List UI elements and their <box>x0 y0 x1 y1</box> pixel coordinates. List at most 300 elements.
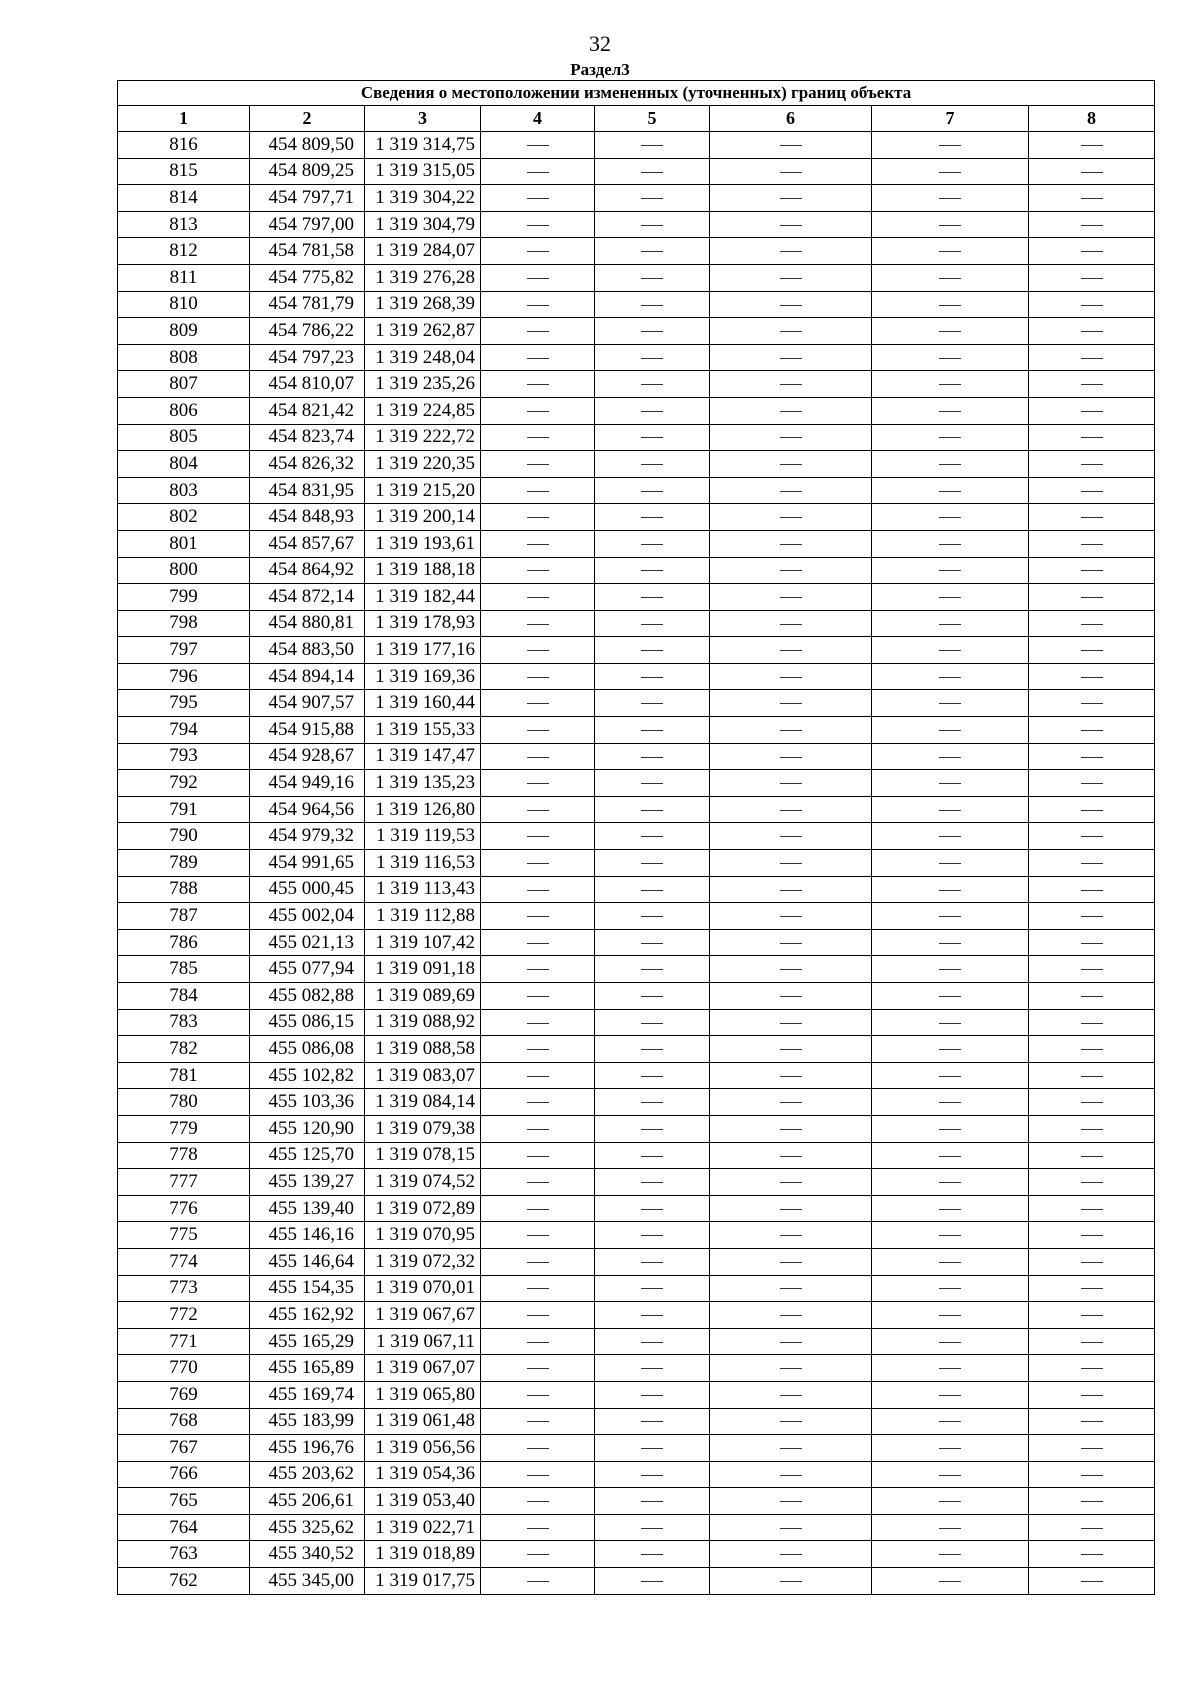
empty-cell <box>481 1541 595 1568</box>
point-number-cell: 799 <box>118 584 250 611</box>
dash-mark <box>1081 384 1103 385</box>
x-coordinate-cell: 455 345,00 <box>250 1568 365 1595</box>
table-row <box>118 1248 1155 1275</box>
point-number-cell: 803 <box>118 477 250 504</box>
empty-cell <box>1029 477 1155 504</box>
empty-cell <box>1029 637 1155 664</box>
dash-mark <box>1081 916 1103 917</box>
empty-cell <box>1029 132 1155 159</box>
empty-cell <box>872 1328 1029 1355</box>
dash-mark <box>939 996 961 997</box>
empty-cell <box>481 1009 595 1036</box>
dash-mark <box>939 437 961 438</box>
y-coordinate-cell: 1 319 284,07 <box>365 238 481 265</box>
dash-mark <box>939 1501 961 1502</box>
dash-mark <box>1081 1475 1103 1476</box>
dash-mark <box>527 650 549 651</box>
empty-cell <box>710 451 872 478</box>
table-row <box>118 1009 1155 1036</box>
dash-mark <box>780 996 802 997</box>
empty-cell <box>872 903 1029 930</box>
empty-cell <box>595 318 710 345</box>
dash-mark <box>1081 943 1103 944</box>
empty-cell <box>595 1488 710 1515</box>
dash-mark <box>780 305 802 306</box>
empty-cell <box>872 530 1029 557</box>
dash-mark <box>527 1023 549 1024</box>
y-coordinate-cell: 1 319 314,75 <box>365 132 481 159</box>
dash-mark <box>939 1581 961 1582</box>
y-coordinate-cell: 1 319 116,53 <box>365 850 481 877</box>
dash-mark <box>780 358 802 359</box>
empty-cell <box>595 1275 710 1302</box>
empty-cell <box>710 956 872 983</box>
dash-mark <box>527 198 549 199</box>
empty-cell <box>872 264 1029 291</box>
dash-mark <box>1081 1288 1103 1289</box>
dash-mark <box>641 810 663 811</box>
empty-cell <box>481 1408 595 1435</box>
empty-cell <box>481 1062 595 1089</box>
dash-mark <box>939 1421 961 1422</box>
dash-mark <box>641 650 663 651</box>
dash-mark <box>780 1288 802 1289</box>
empty-cell <box>481 690 595 717</box>
empty-cell <box>710 770 872 797</box>
empty-cell <box>481 956 595 983</box>
empty-cell <box>595 717 710 744</box>
empty-cell <box>710 132 872 159</box>
x-coordinate-cell: 455 169,74 <box>250 1381 365 1408</box>
dash-mark <box>780 969 802 970</box>
empty-cell <box>1029 1541 1155 1568</box>
page-number: 32 <box>589 31 611 56</box>
empty-cell <box>481 1568 595 1595</box>
y-coordinate-cell: 1 319 067,67 <box>365 1302 481 1329</box>
empty-cell <box>481 1488 595 1515</box>
dash-mark <box>939 384 961 385</box>
x-coordinate-cell: 454 775,82 <box>250 264 365 291</box>
empty-cell <box>1029 504 1155 531</box>
empty-cell <box>710 318 872 345</box>
y-coordinate-cell: 1 319 193,61 <box>365 530 481 557</box>
empty-cell <box>710 185 872 212</box>
empty-cell <box>872 1408 1029 1435</box>
dash-mark <box>641 996 663 997</box>
empty-cell <box>1029 956 1155 983</box>
y-coordinate-cell: 1 319 220,35 <box>365 451 481 478</box>
empty-cell <box>481 1169 595 1196</box>
y-coordinate-cell: 1 319 056,56 <box>365 1435 481 1462</box>
empty-cell <box>710 1062 872 1089</box>
empty-cell <box>1029 1381 1155 1408</box>
point-number-cell: 778 <box>118 1142 250 1169</box>
dash-mark <box>939 517 961 518</box>
dash-mark <box>1081 278 1103 279</box>
point-number-cell: 804 <box>118 451 250 478</box>
table-row <box>118 1381 1155 1408</box>
empty-cell <box>710 1381 872 1408</box>
x-coordinate-cell: 454 872,14 <box>250 584 365 611</box>
table-row <box>118 344 1155 371</box>
y-coordinate-cell: 1 319 017,75 <box>365 1568 481 1595</box>
empty-cell <box>1029 1248 1155 1275</box>
dash-mark <box>780 890 802 891</box>
empty-cell <box>481 1381 595 1408</box>
empty-cell <box>872 796 1029 823</box>
x-coordinate-cell: 454 857,67 <box>250 530 365 557</box>
dash-mark <box>939 597 961 598</box>
empty-cell <box>872 929 1029 956</box>
dash-mark <box>641 836 663 837</box>
y-coordinate-cell: 1 319 067,11 <box>365 1328 481 1355</box>
x-coordinate-cell: 454 786,22 <box>250 318 365 345</box>
column-header-8: 8 <box>1029 106 1155 132</box>
empty-cell <box>595 1248 710 1275</box>
empty-cell <box>595 504 710 531</box>
point-number-cell: 785 <box>118 956 250 983</box>
point-number-cell: 768 <box>118 1408 250 1435</box>
empty-cell <box>872 397 1029 424</box>
empty-cell <box>595 796 710 823</box>
dash-mark <box>1081 836 1103 837</box>
table-row <box>118 1036 1155 1063</box>
dash-mark <box>1081 1368 1103 1369</box>
empty-cell <box>481 717 595 744</box>
dash-mark <box>641 1023 663 1024</box>
empty-cell <box>710 1089 872 1116</box>
empty-cell <box>481 876 595 903</box>
table-row <box>118 1195 1155 1222</box>
dash-mark <box>780 703 802 704</box>
point-number-cell: 809 <box>118 318 250 345</box>
empty-cell <box>872 717 1029 744</box>
empty-cell <box>595 211 710 238</box>
dash-mark <box>1081 757 1103 758</box>
dash-mark <box>1081 996 1103 997</box>
dash-mark <box>780 544 802 545</box>
empty-cell <box>872 1568 1029 1595</box>
point-number-cell: 801 <box>118 530 250 557</box>
y-coordinate-cell: 1 319 088,58 <box>365 1036 481 1063</box>
empty-cell <box>481 823 595 850</box>
empty-cell <box>710 796 872 823</box>
dash-mark <box>641 145 663 146</box>
empty-cell <box>595 690 710 717</box>
empty-cell <box>481 850 595 877</box>
dash-mark <box>780 836 802 837</box>
empty-cell <box>595 823 710 850</box>
empty-cell <box>1029 1222 1155 1249</box>
point-number-cell: 769 <box>118 1381 250 1408</box>
empty-cell <box>710 1142 872 1169</box>
dash-mark <box>1081 1262 1103 1263</box>
y-coordinate-cell: 1 319 112,88 <box>365 903 481 930</box>
y-coordinate-cell: 1 319 155,33 <box>365 717 481 744</box>
boundary-coordinates-table <box>117 80 1155 1595</box>
empty-cell <box>1029 1355 1155 1382</box>
dash-mark <box>1081 650 1103 651</box>
table-row <box>118 1328 1155 1355</box>
dash-mark <box>527 1581 549 1582</box>
x-coordinate-cell: 455 325,62 <box>250 1514 365 1541</box>
y-coordinate-cell: 1 319 084,14 <box>365 1089 481 1116</box>
dash-mark <box>939 172 961 173</box>
empty-cell <box>481 504 595 531</box>
dash-mark <box>641 1475 663 1476</box>
dash-mark <box>939 969 961 970</box>
empty-cell <box>872 1435 1029 1462</box>
table-row <box>118 743 1155 770</box>
empty-cell <box>710 238 872 265</box>
point-number-cell: 774 <box>118 1248 250 1275</box>
empty-cell <box>710 1009 872 1036</box>
point-number-cell: 767 <box>118 1435 250 1462</box>
dash-mark <box>641 1182 663 1183</box>
dash-mark <box>641 1288 663 1289</box>
empty-cell <box>710 1275 872 1302</box>
empty-cell <box>595 1408 710 1435</box>
dash-mark <box>1081 810 1103 811</box>
x-coordinate-cell: 455 139,27 <box>250 1169 365 1196</box>
y-coordinate-cell: 1 319 126,80 <box>365 796 481 823</box>
dash-mark <box>939 1448 961 1449</box>
table-row <box>118 264 1155 291</box>
empty-cell <box>872 850 1029 877</box>
table-row <box>118 663 1155 690</box>
empty-cell <box>710 690 872 717</box>
point-number-cell: 791 <box>118 796 250 823</box>
x-coordinate-cell: 455 000,45 <box>250 876 365 903</box>
empty-cell <box>710 1568 872 1595</box>
empty-cell <box>595 850 710 877</box>
dash-mark <box>527 1288 549 1289</box>
empty-cell <box>595 264 710 291</box>
x-coordinate-cell: 455 146,64 <box>250 1248 365 1275</box>
empty-cell <box>595 158 710 185</box>
point-number-cell: 770 <box>118 1355 250 1382</box>
empty-cell <box>710 1408 872 1435</box>
empty-cell <box>481 557 595 584</box>
x-coordinate-cell: 454 949,16 <box>250 770 365 797</box>
empty-cell <box>481 1142 595 1169</box>
dash-mark <box>780 491 802 492</box>
y-coordinate-cell: 1 319 248,04 <box>365 344 481 371</box>
table-row <box>118 371 1155 398</box>
table-row <box>118 291 1155 318</box>
empty-cell <box>481 610 595 637</box>
empty-cell <box>1029 770 1155 797</box>
empty-cell <box>595 610 710 637</box>
dash-mark <box>527 1102 549 1103</box>
dash-mark <box>1081 1395 1103 1396</box>
dash-mark <box>939 863 961 864</box>
x-coordinate-cell: 454 928,67 <box>250 743 365 770</box>
empty-cell <box>595 663 710 690</box>
dash-mark <box>1081 1315 1103 1316</box>
y-coordinate-cell: 1 319 119,53 <box>365 823 481 850</box>
y-coordinate-cell: 1 319 135,23 <box>365 770 481 797</box>
empty-cell <box>710 344 872 371</box>
dash-mark <box>780 1448 802 1449</box>
empty-cell <box>1029 1408 1155 1435</box>
dash-mark <box>939 703 961 704</box>
x-coordinate-cell: 454 823,74 <box>250 424 365 451</box>
empty-cell <box>710 1514 872 1541</box>
empty-cell <box>872 344 1029 371</box>
dash-mark <box>939 810 961 811</box>
point-number-cell: 779 <box>118 1115 250 1142</box>
empty-cell <box>1029 690 1155 717</box>
dash-mark <box>527 358 549 359</box>
empty-cell <box>710 1328 872 1355</box>
empty-cell <box>481 1514 595 1541</box>
dash-mark <box>939 890 961 891</box>
y-coordinate-cell: 1 319 200,14 <box>365 504 481 531</box>
dash-mark <box>939 1076 961 1077</box>
empty-cell <box>872 1514 1029 1541</box>
dash-mark <box>939 916 961 917</box>
dash-mark <box>939 1315 961 1316</box>
dash-mark <box>780 198 802 199</box>
column-header-3: 3 <box>365 106 481 132</box>
x-coordinate-cell: 455 206,61 <box>250 1488 365 1515</box>
dash-mark <box>939 1049 961 1050</box>
point-number-cell: 810 <box>118 291 250 318</box>
empty-cell <box>481 291 595 318</box>
dash-mark <box>780 278 802 279</box>
dash-mark <box>1081 251 1103 252</box>
dash-mark <box>527 1421 549 1422</box>
dash-mark <box>1081 624 1103 625</box>
dash-mark <box>1081 1501 1103 1502</box>
dash-mark <box>780 411 802 412</box>
dash-mark <box>1081 411 1103 412</box>
empty-cell <box>1029 424 1155 451</box>
empty-cell <box>872 1142 1029 1169</box>
point-number-cell: 777 <box>118 1169 250 1196</box>
dash-mark <box>1081 703 1103 704</box>
x-coordinate-cell: 455 196,76 <box>250 1435 365 1462</box>
dash-mark <box>780 570 802 571</box>
empty-cell <box>710 876 872 903</box>
empty-cell <box>710 717 872 744</box>
empty-cell <box>710 1248 872 1275</box>
empty-cell <box>872 1169 1029 1196</box>
y-coordinate-cell: 1 319 177,16 <box>365 637 481 664</box>
dash-mark <box>641 1156 663 1157</box>
dash-mark <box>1081 1235 1103 1236</box>
y-coordinate-cell: 1 319 268,39 <box>365 291 481 318</box>
empty-cell <box>481 983 595 1010</box>
dash-mark <box>527 437 549 438</box>
dash-mark <box>527 1475 549 1476</box>
point-number-cell: 771 <box>118 1328 250 1355</box>
column-header-5: 5 <box>595 106 710 132</box>
table-row <box>118 903 1155 930</box>
table-row <box>118 1355 1155 1382</box>
empty-cell <box>872 318 1029 345</box>
empty-cell <box>595 1461 710 1488</box>
x-coordinate-cell: 454 781,58 <box>250 238 365 265</box>
dash-mark <box>1081 1102 1103 1103</box>
empty-cell <box>710 1355 872 1382</box>
empty-cell <box>1029 876 1155 903</box>
x-coordinate-cell: 454 831,95 <box>250 477 365 504</box>
dash-mark <box>527 172 549 173</box>
x-coordinate-cell: 454 848,93 <box>250 504 365 531</box>
table-row <box>118 1488 1155 1515</box>
empty-cell <box>481 663 595 690</box>
empty-cell <box>872 477 1029 504</box>
empty-cell <box>1029 211 1155 238</box>
empty-cell <box>872 584 1029 611</box>
empty-cell <box>1029 557 1155 584</box>
empty-cell <box>872 291 1029 318</box>
dash-mark <box>780 1102 802 1103</box>
empty-cell <box>710 557 872 584</box>
dash-mark <box>641 703 663 704</box>
dash-mark <box>641 1501 663 1502</box>
empty-cell <box>710 1488 872 1515</box>
dash-mark <box>527 863 549 864</box>
table-row <box>118 1089 1155 1116</box>
point-number-cell: 776 <box>118 1195 250 1222</box>
empty-cell <box>481 211 595 238</box>
dash-mark <box>939 1342 961 1343</box>
empty-cell <box>872 690 1029 717</box>
y-coordinate-cell: 1 319 018,89 <box>365 1541 481 1568</box>
empty-cell <box>481 903 595 930</box>
x-coordinate-cell: 455 082,88 <box>250 983 365 1010</box>
point-number-cell: 790 <box>118 823 250 850</box>
dash-mark <box>527 624 549 625</box>
empty-cell <box>595 477 710 504</box>
empty-cell <box>1029 1142 1155 1169</box>
y-coordinate-cell: 1 319 235,26 <box>365 371 481 398</box>
x-coordinate-cell: 454 809,25 <box>250 158 365 185</box>
table-row <box>118 823 1155 850</box>
empty-cell <box>872 211 1029 238</box>
empty-cell <box>1029 1488 1155 1515</box>
dash-mark <box>641 544 663 545</box>
x-coordinate-cell: 455 165,89 <box>250 1355 365 1382</box>
dash-mark <box>939 1262 961 1263</box>
empty-cell <box>481 1222 595 1249</box>
dash-mark <box>780 943 802 944</box>
empty-cell <box>1029 1115 1155 1142</box>
x-coordinate-cell: 455 125,70 <box>250 1142 365 1169</box>
empty-cell <box>595 185 710 212</box>
dash-mark <box>527 251 549 252</box>
point-number-cell: 798 <box>118 610 250 637</box>
dash-mark <box>527 597 549 598</box>
empty-cell <box>595 344 710 371</box>
empty-cell <box>595 557 710 584</box>
point-number-cell: 808 <box>118 344 250 371</box>
dash-mark <box>641 1262 663 1263</box>
dash-mark <box>780 225 802 226</box>
dash-mark <box>939 1395 961 1396</box>
dash-mark <box>780 1129 802 1130</box>
dash-mark <box>1081 331 1103 332</box>
table-row <box>118 451 1155 478</box>
empty-cell <box>1029 823 1155 850</box>
dash-mark <box>641 1528 663 1529</box>
empty-cell <box>1029 1195 1155 1222</box>
dash-mark <box>780 1209 802 1210</box>
point-number-cell: 765 <box>118 1488 250 1515</box>
